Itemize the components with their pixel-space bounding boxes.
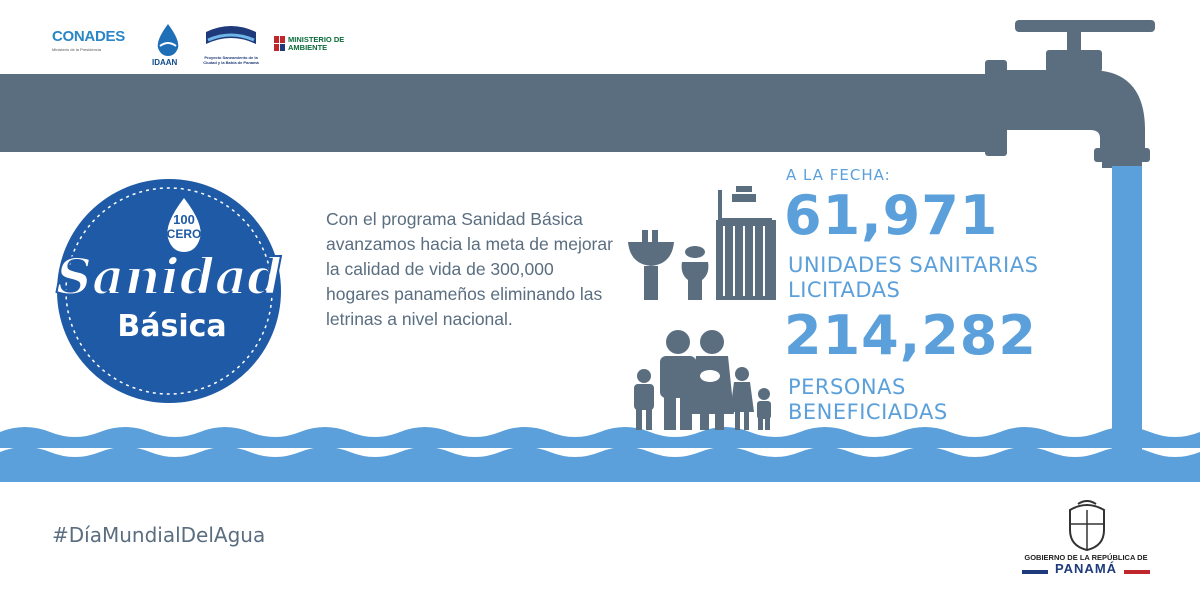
- conades-logo: [52, 28, 132, 68]
- water-waves: [0, 427, 1200, 482]
- shower-icon: [716, 186, 776, 300]
- badge-subtitle: Básica: [117, 309, 227, 344]
- sanidad-basica-badge: [54, 176, 284, 406]
- date-label: A LA FECHA:: [786, 166, 891, 184]
- sanitary-icons: [624, 182, 784, 302]
- conades-logo-subtext: Ministerio de la Presidencia: [52, 47, 101, 52]
- people-value: 214,282: [784, 304, 1037, 367]
- ministerio-emblem-icon: [274, 36, 286, 52]
- idaan-logo: [148, 22, 188, 72]
- badge-100-text: 100: [173, 212, 195, 227]
- units-value: 61,971: [784, 184, 999, 247]
- idaan-logo-text: IDAAN: [152, 58, 178, 67]
- proyecto-wave-icon: [198, 22, 264, 54]
- family-icon: [630, 326, 780, 434]
- water-stream: [1112, 166, 1142, 466]
- conades-logo-text: CONADES: [52, 28, 125, 45]
- toilet-icon: [682, 246, 709, 300]
- badge-title: Sanidad: [55, 247, 283, 306]
- sink-icon: [628, 230, 674, 300]
- baby-icon: [700, 370, 720, 382]
- panama-coat-of-arms-icon: [1060, 500, 1114, 552]
- idaan-drop-icon: [148, 22, 188, 58]
- people-label: PERSONAS BENEFICIADAS: [788, 375, 948, 424]
- units-label: UNIDADES SANITARIAS LICITADAS: [788, 253, 1039, 302]
- hashtag: #DíaMundialDelAgua: [52, 523, 266, 547]
- ministerio-logo: [274, 34, 364, 54]
- government-country: PANAMÁ: [1054, 561, 1118, 576]
- ministerio-logo-text: MINISTERIO DE AMBIENTE: [288, 35, 345, 52]
- badge-cero-text: CERO: [166, 227, 202, 241]
- proyecto-logo-text: Proyecto Saneamiento de la Ciudad y la Bahía de Panamá: [203, 55, 259, 65]
- government-line: GOBIERNO DE LA REPÚBLICA DE: [1024, 553, 1148, 562]
- program-description: Con el programa Sanidad Básica avanzamos hacia la meta de mejorar la calidad de vida de 300,000 hogares panameños eliminando las letrinas a nivel nacional.: [326, 209, 613, 329]
- proyecto-logo: [198, 22, 264, 70]
- faucet-icon: [985, 20, 1155, 168]
